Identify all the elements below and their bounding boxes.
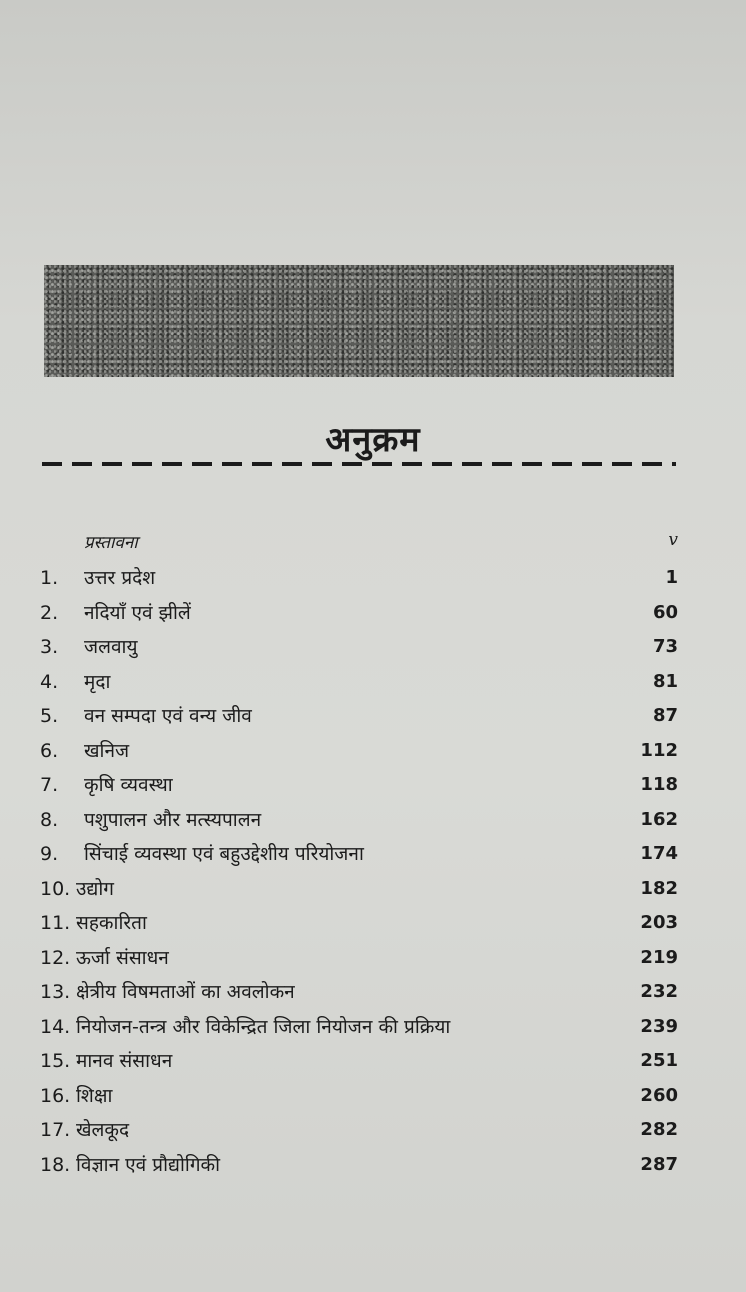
toc-entry-page: 81 — [652, 670, 678, 692]
toc-entry-number: 17. — [40, 1119, 71, 1141]
toc-entry — [40, 1045, 678, 1080]
toc-entry — [40, 804, 678, 839]
toc-entry-page: 182 — [640, 877, 678, 899]
toc-entry-title: कृषि व्यवस्था — [84, 774, 173, 796]
toc-preface — [84, 530, 678, 558]
toc-entry — [40, 666, 678, 701]
toc-entry — [40, 1149, 678, 1184]
toc-entry — [40, 735, 678, 770]
toc-entry-page: 118 — [640, 774, 678, 795]
dashed-divider — [42, 462, 676, 466]
toc-preface-page: v — [668, 530, 678, 550]
toc-entry-title: मानव संसाधन — [76, 1050, 173, 1072]
toc-entry — [40, 942, 678, 977]
toc-entry-page: 203 — [640, 912, 678, 933]
toc-entry-page: 112 — [640, 739, 678, 761]
toc-entry-number: 12. — [40, 946, 71, 969]
toc-entry-number: 8. — [40, 808, 59, 831]
toc-entry-title: क्षेत्रीय विषमताओं का अवलोकन — [76, 981, 295, 1003]
toc-entry-page: 73 — [652, 636, 678, 657]
toc-entry — [40, 873, 678, 908]
toc-entry-number: 10. — [40, 877, 71, 900]
table-of-contents — [40, 562, 678, 1183]
toc-entry — [40, 907, 678, 942]
toc-entry — [40, 769, 678, 804]
toc-entry-number: 9. — [40, 843, 59, 865]
toc-entry-number: 1. — [40, 567, 59, 589]
toc-entry-page: 1 — [665, 567, 678, 588]
toc-entry-title: खनिज — [84, 739, 130, 762]
toc-entry-title: सहकारिता — [76, 912, 147, 934]
toc-entry — [40, 1114, 678, 1149]
toc-entry-page: 260 — [640, 1084, 678, 1106]
toc-entry-number: 16. — [40, 1084, 71, 1107]
toc-entry-title: नदियाँ एवं झीलें — [84, 601, 191, 624]
toc-entry-number: 6. — [40, 739, 59, 762]
toc-entry-number: 5. — [40, 705, 59, 727]
toc-entry-number: 13. — [40, 981, 71, 1003]
toc-entry-page: 162 — [640, 808, 678, 830]
toc-entry-number: 7. — [40, 774, 59, 796]
toc-entry-number: 3. — [40, 636, 59, 658]
toc-entry — [40, 1080, 678, 1115]
toc-entry-page: 282 — [640, 1119, 678, 1140]
toc-entry-title: सिंचाई व्यवस्था एवं बहुउद्देशीय परियोजना — [84, 843, 364, 865]
toc-entry-title: वन सम्पदा एवं वन्य जीव — [84, 705, 252, 727]
toc-entry — [40, 597, 678, 632]
toc-entry-number: 14. — [40, 1015, 71, 1038]
page-title: अनुक्रम — [325, 420, 421, 460]
toc-entry-page: 239 — [640, 1015, 678, 1037]
toc-entry — [40, 700, 678, 735]
toc-entry-number: 2. — [40, 601, 59, 624]
toc-entry-title: पशुपालन और मत्स्यपालन — [84, 808, 262, 831]
toc-entry-number: 15. — [40, 1050, 71, 1072]
toc-entry-number: 18. — [40, 1153, 71, 1176]
toc-entry-page: 251 — [640, 1050, 678, 1071]
toc-entry-number: 11. — [40, 912, 71, 934]
toc-entry-title: उद्योग — [76, 877, 115, 900]
toc-entry-title: नियोजन-तन्त्र और विकेन्द्रित जिला नियोजन की प्रक्रिया — [76, 1015, 451, 1038]
toc-entry-number: 4. — [40, 670, 59, 693]
bleed-through-text — [360, 100, 700, 232]
toc-entry-title: उत्तर प्रदेश — [84, 567, 156, 589]
toc-entry-page: 219 — [640, 946, 678, 968]
toc-entry-title: ऊर्जा संसाधन — [76, 946, 169, 969]
toc-entry — [40, 631, 678, 666]
toc-entry-title: विज्ञान एवं प्रौद्योगिकी — [76, 1153, 221, 1176]
decorative-banner — [44, 265, 674, 377]
toc-entry-page: 174 — [640, 843, 678, 864]
toc-entry-title: जलवायु — [84, 636, 138, 658]
toc-preface-label: प्रस्तावना — [84, 533, 138, 553]
toc-entry-title: खेलकूद — [76, 1119, 130, 1141]
toc-entry-page: 60 — [652, 601, 678, 623]
toc-entry-title: शिक्षा — [76, 1084, 113, 1107]
toc-entry-page: 232 — [640, 981, 678, 1002]
toc-entry-title: मृदा — [84, 670, 111, 693]
toc-entry — [40, 838, 678, 873]
toc-entry-page: 287 — [640, 1153, 678, 1175]
toc-entry-page: 87 — [652, 705, 678, 726]
toc-entry — [40, 976, 678, 1011]
toc-entry — [40, 562, 678, 597]
toc-entry — [40, 1011, 678, 1046]
